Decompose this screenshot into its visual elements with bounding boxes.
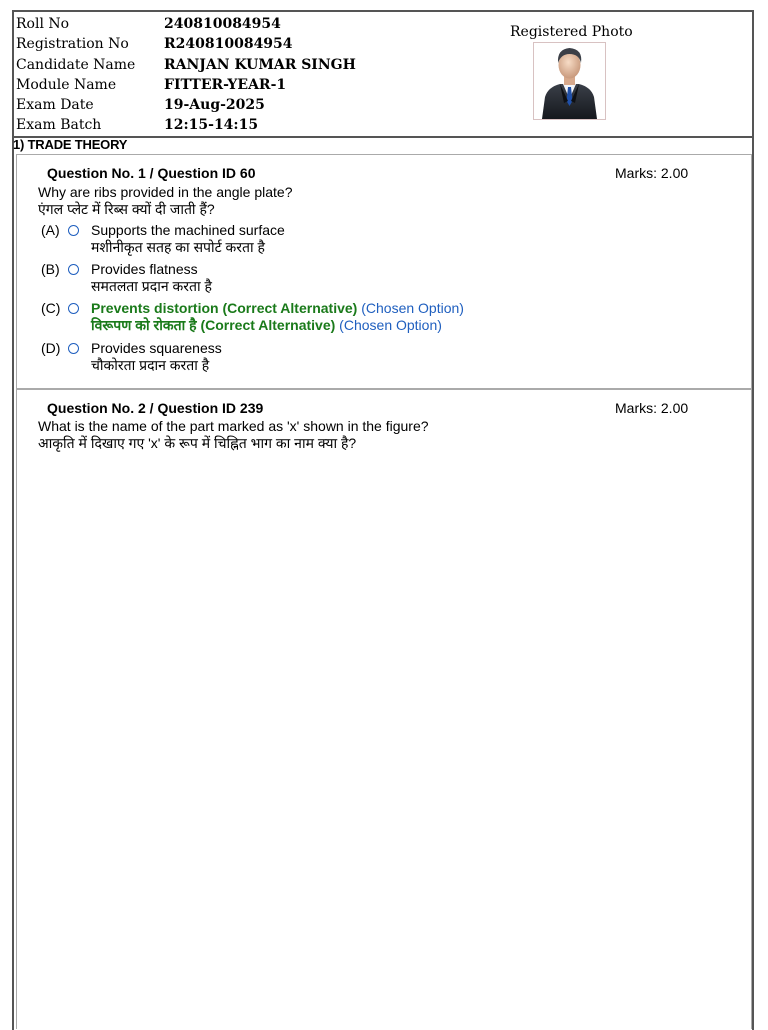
option-body (91, 300, 464, 333)
exam-batch-value: 12:15-14:15 (164, 117, 259, 134)
question-text-english: What is the name of the part marked as 'x' shown in the figure? (38, 418, 429, 434)
roll-no-label: Roll No (16, 16, 70, 32)
option-body (91, 222, 285, 255)
question-text-english: Why are ribs provided in the angle plate? (38, 184, 293, 200)
option-letter: (D) (41, 340, 61, 356)
correct-alternative-text-hindi: विरूपण को रोकता है (Correct Alternative) (91, 316, 336, 333)
question-text-hindi: एंगल प्लेट में रिब्स क्यों दी जाती हैं? (38, 201, 215, 217)
question-card-2 (16, 389, 752, 1029)
roll-no-value: 240810084954 (164, 16, 281, 32)
option-text-hindi: समतलता प्रदान करता है (91, 277, 212, 294)
exam-batch-label: Exam Batch (16, 117, 102, 134)
option-body (91, 340, 222, 373)
option-text-english: Provides squareness (91, 340, 222, 356)
option-text-hindi: मशीनीकृत सतह का सपोर्ट करता है (91, 238, 265, 255)
registered-photo-label: Registered Photo (510, 24, 633, 40)
question-card-1 (16, 154, 752, 389)
exam-date-label: Exam Date (16, 97, 94, 114)
question-heading: Question No. 2 / Question ID 239 (47, 400, 264, 416)
option-letter: (B) (41, 261, 60, 277)
registration-no-value: R240810084954 (164, 36, 293, 53)
registered-photo (533, 42, 606, 120)
candidate-name-value: RANJAN KUMAR SINGH (164, 56, 356, 73)
radio-button[interactable] (68, 343, 79, 354)
registration-no-label: Registration No (16, 36, 129, 53)
option-text-hindi: चौकोरता प्रदान करता है (91, 356, 210, 373)
correct-alternative-text-english: Prevents distortion (Correct Alternative) (91, 300, 358, 316)
question-marks: Marks: 2.00 (615, 165, 689, 181)
module-name-label: Module Name (16, 76, 117, 93)
section-title: 1) TRADE THEORY (13, 137, 128, 152)
radio-button[interactable] (68, 303, 79, 314)
radio-button[interactable] (68, 225, 79, 236)
person-avatar-icon (534, 43, 605, 119)
option-letter: (A) (41, 222, 60, 238)
option-body (91, 261, 212, 294)
candidate-name-label: Candidate Name (16, 56, 136, 73)
chosen-option-note-english: (Chosen Option) (357, 300, 464, 316)
radio-button[interactable] (68, 264, 79, 275)
chosen-option-note-hindi: (Chosen Option) (335, 316, 442, 333)
exam-date-value: 19-Aug-2025 (164, 97, 265, 114)
question-text-hindi: आकृति में दिखाए गए 'x' के रूप में चिह्नित भाग का नाम क्या है? (38, 435, 357, 451)
option-letter: (C) (41, 300, 61, 316)
question-marks: Marks: 2.00 (615, 400, 689, 416)
question-heading: Question No. 1 / Question ID 60 (47, 165, 256, 181)
module-name-value: FITTER-YEAR-1 (164, 76, 287, 93)
option-text-english: Supports the machined surface (91, 222, 285, 238)
option-text-english: Provides flatness (91, 261, 198, 277)
